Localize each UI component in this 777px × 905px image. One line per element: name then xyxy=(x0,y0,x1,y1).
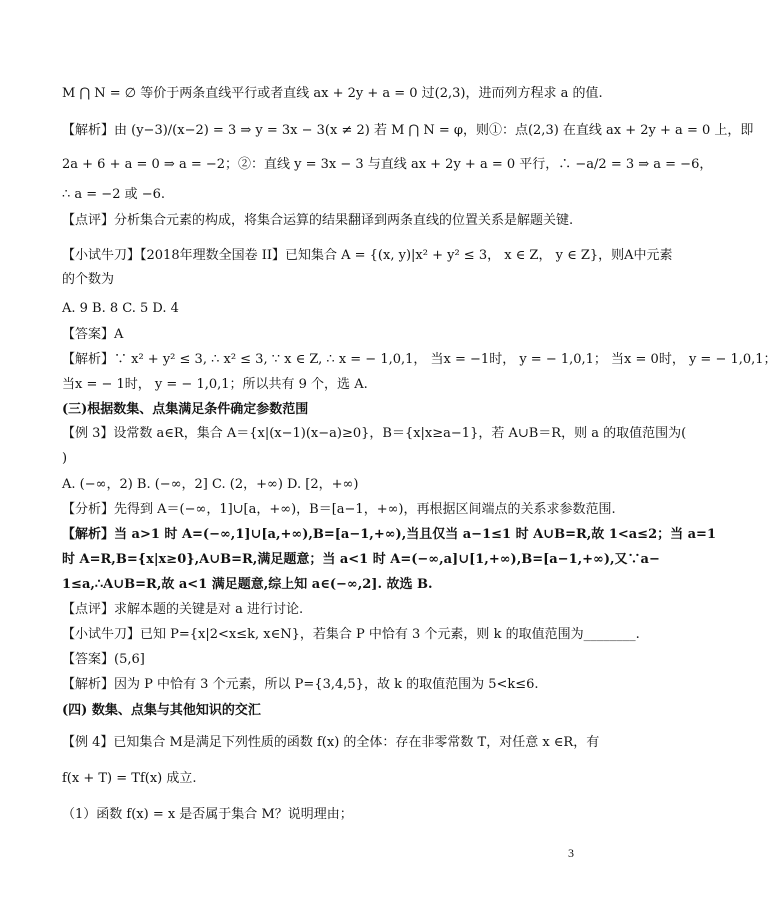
text-line: M ⋂ N = ∅ 等价于两条直线平行或者直线 ax + 2y + a = 0 过(2,3)，进而列方程求 a 的值. xyxy=(62,86,603,101)
text-line: 【例 4】已知集合 M是满足下列性质的函数 f(x) 的全体：存在非零常数 T，对任意 x ∈R，有 xyxy=(62,735,600,750)
text-line: (四) 数集、点集与其他知识的交汇 xyxy=(62,703,261,718)
text-line: A. 9 B. 8 C. 5 D. 4 xyxy=(62,301,179,316)
text-line: 【小试牛刀】已知 P={x|2<x≤k, x∈N}，若集合 P 中恰有 3 个元素，则 k 的取值范围为________. xyxy=(62,627,640,642)
text-line: 的个数为 xyxy=(62,272,115,287)
text-line: 【解析】当 a>1 时 A=(−∞,1]∪[a,+∞),B=[a−1,+∞),当且仅当 a−1≤1 时 A∪B=R,故 1<a≤2；当 a=1 xyxy=(62,527,716,542)
text-line: ) xyxy=(62,451,68,466)
page-number: 3 xyxy=(568,846,574,860)
text-line: 【解析】由 (y−3)/(x−2) = 3 ⇒ y = 3x − 3(x ≠ 2) 若 M ⋂ N = φ，则①：点(2,3) 在直线 ax + 2y + a = 0 上，即 xyxy=(62,123,754,138)
text-line: 当x = − 1时， y = − 1,0,1；所以共有 9 个，选 A. xyxy=(62,377,368,392)
text-line: 2a + 6 + a = 0 ⇒ a = −2；②：直线 y = 3x − 3 与直线 ax + 2y + a = 0 平行，∴ −a/2 = 3 ⇒ a = −6， xyxy=(62,157,713,172)
text-line: 【点评】求解本题的关键是对 a 进行讨论. xyxy=(62,602,304,617)
text-line: 【答案】A xyxy=(62,327,124,342)
text-line: ∴ a = −2 或 −6. xyxy=(62,187,166,202)
text-line: 【例 3】设常数 a∈R，集合 A＝{x|(x−1)(x−a)≥0}，B＝{x|x≥a−1}，若 A∪B＝R，则 a 的取值范围为( xyxy=(62,426,687,441)
text-line: 【解析】∵ x² + y² ≤ 3, ∴ x² ≤ 3, ∵ x ∈ Z, ∴ x = − 1,0,1， 当x = −1时， y = − 1,0,1； 当x = 0时， y = − 1,0,1； xyxy=(62,352,777,367)
text-line: （1）函数 f(x) = x 是否属于集合 M？说明理由； xyxy=(62,807,353,822)
text-line: 1≤a,∴A∪B=R,故 a<1 满足题意,综上知 a∈(−∞,2]. 故选 B. xyxy=(62,577,433,592)
text-line: 【分析】先得到 A＝(−∞，1]∪[a，+∞)，B＝[a−1，+∞)，再根据区间端点的关系求参数范围. xyxy=(62,502,616,517)
text-line: 【解析】因为 P 中恰有 3 个元素，所以 P={3,4,5}，故 k 的取值范围为 5<k≤6. xyxy=(62,677,539,692)
text-line: 时 A=R,B={x|x≥0},A∪B=R,满足题意；当 a<1 时 A=(−∞,a]∪[1,+∞),B=[a−1,+∞),又∵a− xyxy=(62,552,660,567)
text-line: 【小试牛刀】【2018年理数全国卷 II】已知集合 A = {(x, y)|x² + y² ≤ 3， x ∈ Z， y ∈ Z}，则A中元素 xyxy=(62,248,673,263)
text-line: 【答案】(5,6] xyxy=(62,652,145,667)
text-line: (三)根据数集、点集满足条件确定参数范围 xyxy=(62,402,309,417)
text-line: f(x + T) = Tf(x) 成立. xyxy=(62,771,197,786)
text-line: 【点评】分析集合元素的构成，将集合运算的结果翻译到两条直线的位置关系是解题关键. xyxy=(62,213,574,228)
text-line: A. (−∞，2) B. (−∞，2] C. (2，+∞) D. [2，+∞) xyxy=(62,477,359,492)
